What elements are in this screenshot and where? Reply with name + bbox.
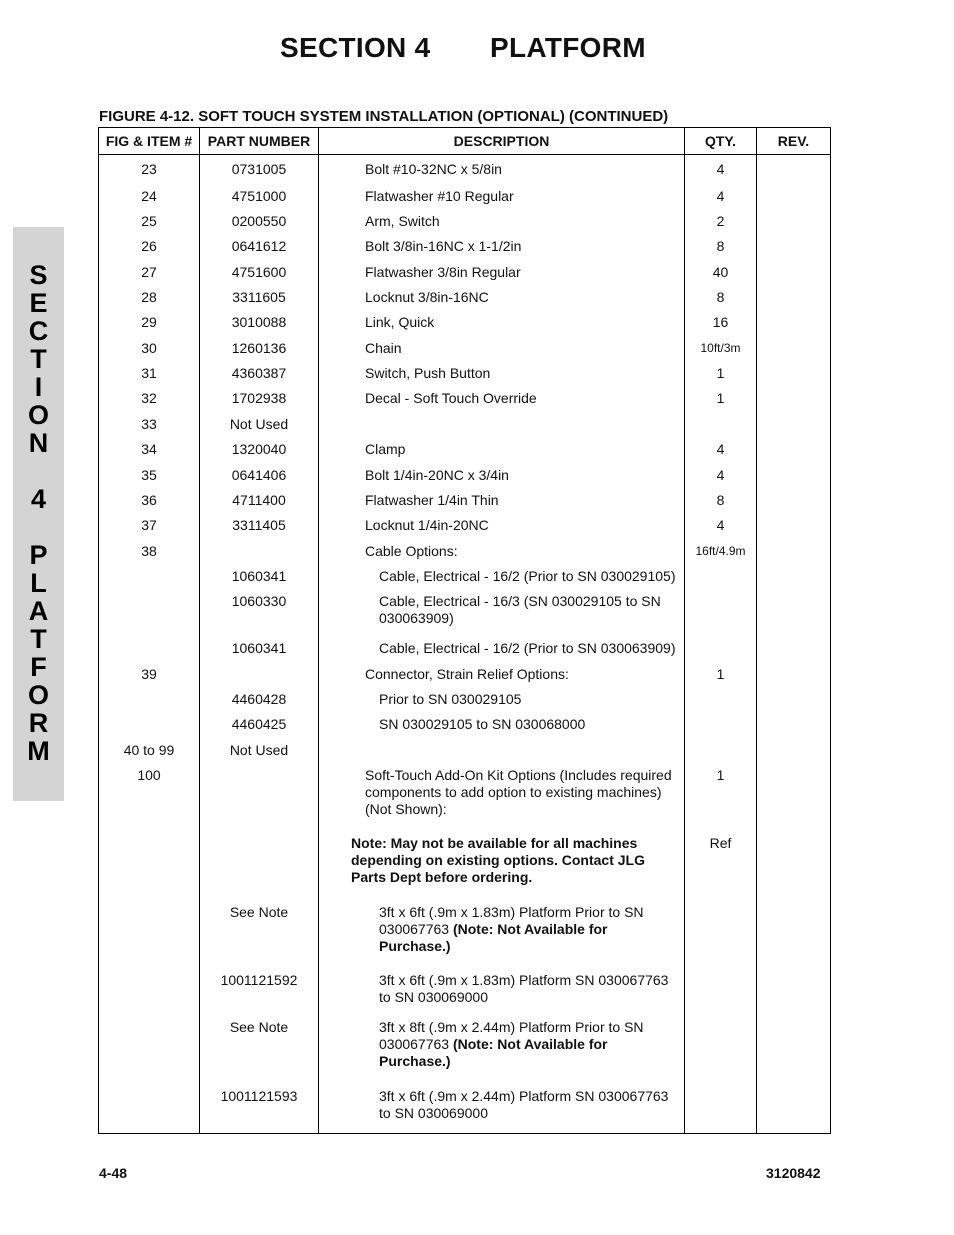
table-row xyxy=(99,833,831,901)
side-tab-letter: O xyxy=(27,400,49,430)
part-number-cell: See Note xyxy=(200,1017,319,1085)
table-row xyxy=(99,970,831,1017)
fig-item-cell: 39 xyxy=(99,664,200,689)
part-number-cell: 1320040 xyxy=(200,439,319,464)
rev-cell xyxy=(757,414,831,439)
description-cell xyxy=(319,566,685,591)
table-row xyxy=(99,765,831,833)
description-cell xyxy=(319,902,685,970)
description-text: Prior to SN 030029105 xyxy=(379,690,522,707)
description-cell xyxy=(319,714,685,739)
qty-cell: 1 xyxy=(685,388,757,413)
part-number-cell xyxy=(200,765,319,833)
description-text: 3ft x 6ft (.9m x 1.83m) Platform Prior to SN 030067763 xyxy=(379,903,644,937)
description-text: Arm, Switch xyxy=(365,212,440,229)
description-cell xyxy=(319,363,685,388)
table-row xyxy=(99,312,831,337)
description-text: Flatwasher 3/8in Regular xyxy=(365,263,521,280)
rev-cell xyxy=(757,541,831,566)
rev-cell xyxy=(757,490,831,515)
rev-cell xyxy=(757,566,831,591)
table-row xyxy=(99,287,831,312)
empty-cell xyxy=(685,1133,757,1134)
description-cell xyxy=(319,591,685,638)
description-text: Chain xyxy=(365,339,402,356)
fig-item-cell xyxy=(99,1086,200,1133)
description-text: 3ft x 8ft (.9m x 2.44m) Platform Prior to SN 030067763 xyxy=(379,1019,644,1053)
qty-cell: 4 xyxy=(685,515,757,540)
fig-item-cell xyxy=(99,1017,200,1085)
part-number-cell: 0200550 xyxy=(200,211,319,236)
col-header-rev: REV. xyxy=(757,128,831,155)
description-text: Bolt 3/8in-16NC x 1-1/2in xyxy=(365,238,522,255)
rev-cell xyxy=(757,714,831,739)
table-row xyxy=(99,1017,831,1085)
rev-cell xyxy=(757,363,831,388)
rev-cell xyxy=(757,338,831,363)
description-text: Bolt 1/4in-20NC x 3/4in xyxy=(365,466,509,483)
description-text: Locknut 3/8in-16NC xyxy=(365,289,489,305)
description-cell xyxy=(319,414,685,439)
rev-cell xyxy=(757,765,831,833)
description-text: Soft-Touch Add-On Kit Options (Includes required components to add option to existing machines) (Not Shown): xyxy=(365,767,672,818)
parts-table xyxy=(98,127,831,1134)
rev-cell xyxy=(757,970,831,1017)
fig-item-cell: 35 xyxy=(99,465,200,490)
qty-cell: 1 xyxy=(685,765,757,833)
side-tab-letters xyxy=(13,261,64,765)
qty-cell xyxy=(685,591,757,638)
side-tab-letter: T xyxy=(30,344,47,374)
qty-cell xyxy=(685,566,757,591)
description-text: Bolt #10-32NC x 5/8in xyxy=(365,161,502,177)
table-row xyxy=(99,902,831,970)
page-number: 4-48 xyxy=(99,1165,128,1181)
table-header-row xyxy=(99,128,831,155)
description-text: Flatwasher #10 Regular xyxy=(365,187,514,204)
col-header-fig: FIG & ITEM # xyxy=(99,128,200,155)
part-number-cell: 1702938 xyxy=(200,388,319,413)
qty-cell xyxy=(685,970,757,1017)
side-tab-letter: O xyxy=(27,680,49,710)
part-number-cell: 1001121593 xyxy=(200,1086,319,1133)
side-tab-letter: A xyxy=(28,596,49,626)
qty-cell xyxy=(685,902,757,970)
fig-item-cell: 40 to 99 xyxy=(99,740,200,765)
rev-cell xyxy=(757,211,831,236)
table-row xyxy=(99,689,831,714)
qty-cell xyxy=(685,414,757,439)
side-tab-number: 4 xyxy=(30,484,47,514)
qty-cell xyxy=(685,638,757,663)
table-row xyxy=(99,338,831,363)
description-cell xyxy=(319,465,685,490)
part-number-cell: 0641406 xyxy=(200,465,319,490)
table-row xyxy=(99,439,831,464)
rev-cell xyxy=(757,262,831,287)
table-row xyxy=(99,186,831,211)
fig-item-cell xyxy=(99,902,200,970)
empty-cell xyxy=(757,1133,831,1134)
description-text: 3ft x 6ft (.9m x 1.83m) Platform SN 030067763 to SN 030069000 xyxy=(379,972,669,1006)
fig-item-cell: 38 xyxy=(99,541,200,566)
description-cell xyxy=(319,638,685,663)
description-cell xyxy=(319,689,685,714)
description-cell xyxy=(319,740,685,765)
table-row xyxy=(99,714,831,739)
qty-cell: 8 xyxy=(685,490,757,515)
side-tab-letter: L xyxy=(30,568,47,598)
table-row xyxy=(99,414,831,439)
part-number-cell: 1001121592 xyxy=(200,970,319,1017)
table-row xyxy=(99,236,831,261)
col-header-qty: QTY. xyxy=(685,128,757,155)
description-text: Connector, Strain Relief Options: xyxy=(365,665,569,682)
table-row xyxy=(99,1086,831,1133)
table-row xyxy=(99,211,831,236)
qty-cell xyxy=(685,1017,757,1085)
part-number-cell: 4460425 xyxy=(200,714,319,739)
part-number-cell: Not Used xyxy=(200,414,319,439)
part-number-cell xyxy=(200,833,319,901)
section-title: PLATFORM xyxy=(490,32,646,63)
side-tab-letter: I xyxy=(34,372,43,402)
table-row xyxy=(99,541,831,566)
part-number-cell: 4460428 xyxy=(200,689,319,714)
description-cell xyxy=(319,262,685,287)
description-text: Cable, Electrical - 16/2 (Prior to SN 030063909) xyxy=(379,640,676,657)
qty-cell: 16ft/4.9m xyxy=(685,541,757,566)
col-header-part: PART NUMBER xyxy=(200,128,319,155)
rev-cell xyxy=(757,155,831,186)
rev-cell xyxy=(757,465,831,490)
fig-item-cell xyxy=(99,689,200,714)
fig-item-cell: 24 xyxy=(99,186,200,211)
side-tab-letter: S xyxy=(29,260,48,290)
rev-cell xyxy=(757,515,831,540)
fig-item-cell: 100 xyxy=(99,765,200,833)
part-number-cell: 0731005 xyxy=(200,155,319,186)
side-tab-letter: T xyxy=(30,624,47,654)
fig-item-cell: 29 xyxy=(99,312,200,337)
qty-cell xyxy=(685,740,757,765)
fig-item-cell: 25 xyxy=(99,211,200,236)
description-cell xyxy=(319,541,685,566)
description-cell xyxy=(319,236,685,261)
description-text: Cable, Electrical - 16/3 (SN 030029105 to SN 030063909) xyxy=(379,593,661,627)
fig-item-cell xyxy=(99,970,200,1017)
empty-cell xyxy=(319,1133,685,1134)
table-row xyxy=(99,740,831,765)
fig-item-cell: 28 xyxy=(99,287,200,312)
qty-cell: 10ft/3m xyxy=(685,338,757,363)
description-cell xyxy=(319,664,685,689)
description-cell xyxy=(319,970,685,1017)
rev-cell xyxy=(757,1017,831,1085)
rev-cell xyxy=(757,388,831,413)
rev-cell xyxy=(757,287,831,312)
qty-cell xyxy=(685,714,757,739)
empty-cell xyxy=(200,1133,319,1134)
description-text: Decal - Soft Touch Override xyxy=(365,390,537,407)
description-cell xyxy=(319,155,685,186)
side-tab-letter: E xyxy=(29,288,48,318)
rev-cell xyxy=(757,833,831,901)
side-tab-letter: N xyxy=(28,428,49,458)
side-tab-letter: R xyxy=(28,708,49,738)
description-text: SN 030029105 to SN 030068000 xyxy=(379,716,586,733)
part-number-cell: 4711400 xyxy=(200,490,319,515)
col-header-desc: DESCRIPTION xyxy=(319,128,685,155)
table-row xyxy=(99,566,831,591)
description-cell xyxy=(319,388,685,413)
fig-item-cell: 31 xyxy=(99,363,200,388)
empty-cell xyxy=(99,1133,200,1134)
part-number-cell: See Note xyxy=(200,902,319,970)
part-number-cell: 4751000 xyxy=(200,186,319,211)
table-row xyxy=(99,591,831,638)
rev-cell xyxy=(757,664,831,689)
fig-item-cell: 33 xyxy=(99,414,200,439)
description-cell xyxy=(319,312,685,337)
fig-item-cell xyxy=(99,638,200,663)
fig-item-cell: 34 xyxy=(99,439,200,464)
description-text: Note: May not be available for all machines depending on existing options. Contact JLG Parts Dept before ordering. xyxy=(351,835,645,886)
qty-cell: 4 xyxy=(685,439,757,464)
part-number-cell: 3010088 xyxy=(200,312,319,337)
rev-cell xyxy=(757,312,831,337)
qty-cell: 4 xyxy=(685,186,757,211)
description-cell xyxy=(319,1086,685,1133)
part-number-cell xyxy=(200,664,319,689)
qty-cell: 40 xyxy=(685,262,757,287)
description-text: Link, Quick xyxy=(365,314,435,331)
table-row xyxy=(99,638,831,663)
rev-cell xyxy=(757,902,831,970)
description-cell xyxy=(319,186,685,211)
table-row xyxy=(99,388,831,413)
part-number-cell: 1060341 xyxy=(200,638,319,663)
description-text: 3ft x 6ft (.9m x 2.44m) Platform SN 030067763 to SN 030069000 xyxy=(379,1087,669,1121)
description-cell xyxy=(319,211,685,236)
rev-cell xyxy=(757,236,831,261)
part-number-cell: 4360387 xyxy=(200,363,319,388)
part-number-cell: Not Used xyxy=(200,740,319,765)
description-cell xyxy=(319,490,685,515)
side-tab-letter: C xyxy=(28,316,49,346)
part-number-cell xyxy=(200,541,319,566)
table-row xyxy=(99,155,831,186)
part-number-cell: 0641612 xyxy=(200,236,319,261)
fig-item-cell: 23 xyxy=(99,155,200,186)
fig-item-cell: 26 xyxy=(99,236,200,261)
rev-cell xyxy=(757,740,831,765)
rev-cell xyxy=(757,186,831,211)
table-row xyxy=(99,262,831,287)
description-cell xyxy=(319,1017,685,1085)
qty-cell: Ref xyxy=(685,833,757,901)
qty-cell: 2 xyxy=(685,211,757,236)
fig-item-cell: 37 xyxy=(99,515,200,540)
rev-cell xyxy=(757,638,831,663)
fig-item-cell: 30 xyxy=(99,338,200,363)
description-text: Switch, Push Button xyxy=(365,365,491,382)
availability-note: (Note: Not Available for Purchase.) xyxy=(379,1036,608,1070)
description-text: Clamp xyxy=(365,441,406,458)
table-row xyxy=(99,664,831,689)
fig-item-cell xyxy=(99,833,200,901)
availability-note: (Note: Not Available for Purchase.) xyxy=(379,920,608,954)
description-text: Cable, Electrical - 16/2 (Prior to SN 030029105) xyxy=(379,567,676,584)
fig-item-cell: 32 xyxy=(99,388,200,413)
part-number-cell: 1060341 xyxy=(200,566,319,591)
qty-cell: 1 xyxy=(685,664,757,689)
description-cell xyxy=(319,439,685,464)
part-number-cell: 3311605 xyxy=(200,287,319,312)
description-cell xyxy=(319,765,685,833)
section-label: SECTION 4 xyxy=(280,32,431,63)
figure-title: FIGURE 4-12. SOFT TOUCH SYSTEM INSTALLATION (OPTIONAL) (CONTINUED) xyxy=(99,108,669,125)
description-cell xyxy=(319,287,685,312)
table-row xyxy=(99,363,831,388)
side-tab-letter: F xyxy=(30,652,47,682)
part-number-cell: 3311405 xyxy=(200,515,319,540)
table-filler-row xyxy=(99,1133,831,1134)
fig-item-cell: 36 xyxy=(99,490,200,515)
qty-cell xyxy=(685,1086,757,1133)
fig-item-cell xyxy=(99,566,200,591)
table-row xyxy=(99,490,831,515)
side-tab-letter: P xyxy=(29,540,48,570)
description-text: Locknut 1/4in-20NC xyxy=(365,517,489,534)
side-tab-letter: M xyxy=(27,736,50,766)
description-text: Flatwasher 1/4in Thin xyxy=(365,491,499,508)
qty-cell xyxy=(685,689,757,714)
rev-cell xyxy=(757,439,831,464)
part-number-cell: 4751600 xyxy=(200,262,319,287)
rev-cell xyxy=(757,1086,831,1133)
description-cell xyxy=(319,515,685,540)
qty-cell: 8 xyxy=(685,236,757,261)
description-cell xyxy=(319,833,685,901)
qty-cell: 4 xyxy=(685,155,757,186)
qty-cell: 16 xyxy=(685,312,757,337)
description-text: Cable Options: xyxy=(365,542,458,559)
part-number-cell: 1060330 xyxy=(200,591,319,638)
rev-cell xyxy=(757,591,831,638)
qty-cell: 1 xyxy=(685,363,757,388)
qty-cell: 8 xyxy=(685,287,757,312)
part-number-cell: 1260136 xyxy=(200,338,319,363)
document-number: 3120842 xyxy=(766,1165,821,1181)
table-row xyxy=(99,515,831,540)
qty-cell: 4 xyxy=(685,465,757,490)
fig-item-cell xyxy=(99,714,200,739)
description-cell xyxy=(319,338,685,363)
table-row xyxy=(99,465,831,490)
rev-cell xyxy=(757,689,831,714)
section-side-tab xyxy=(13,227,64,801)
fig-item-cell: 27 xyxy=(99,262,200,287)
fig-item-cell xyxy=(99,591,200,638)
